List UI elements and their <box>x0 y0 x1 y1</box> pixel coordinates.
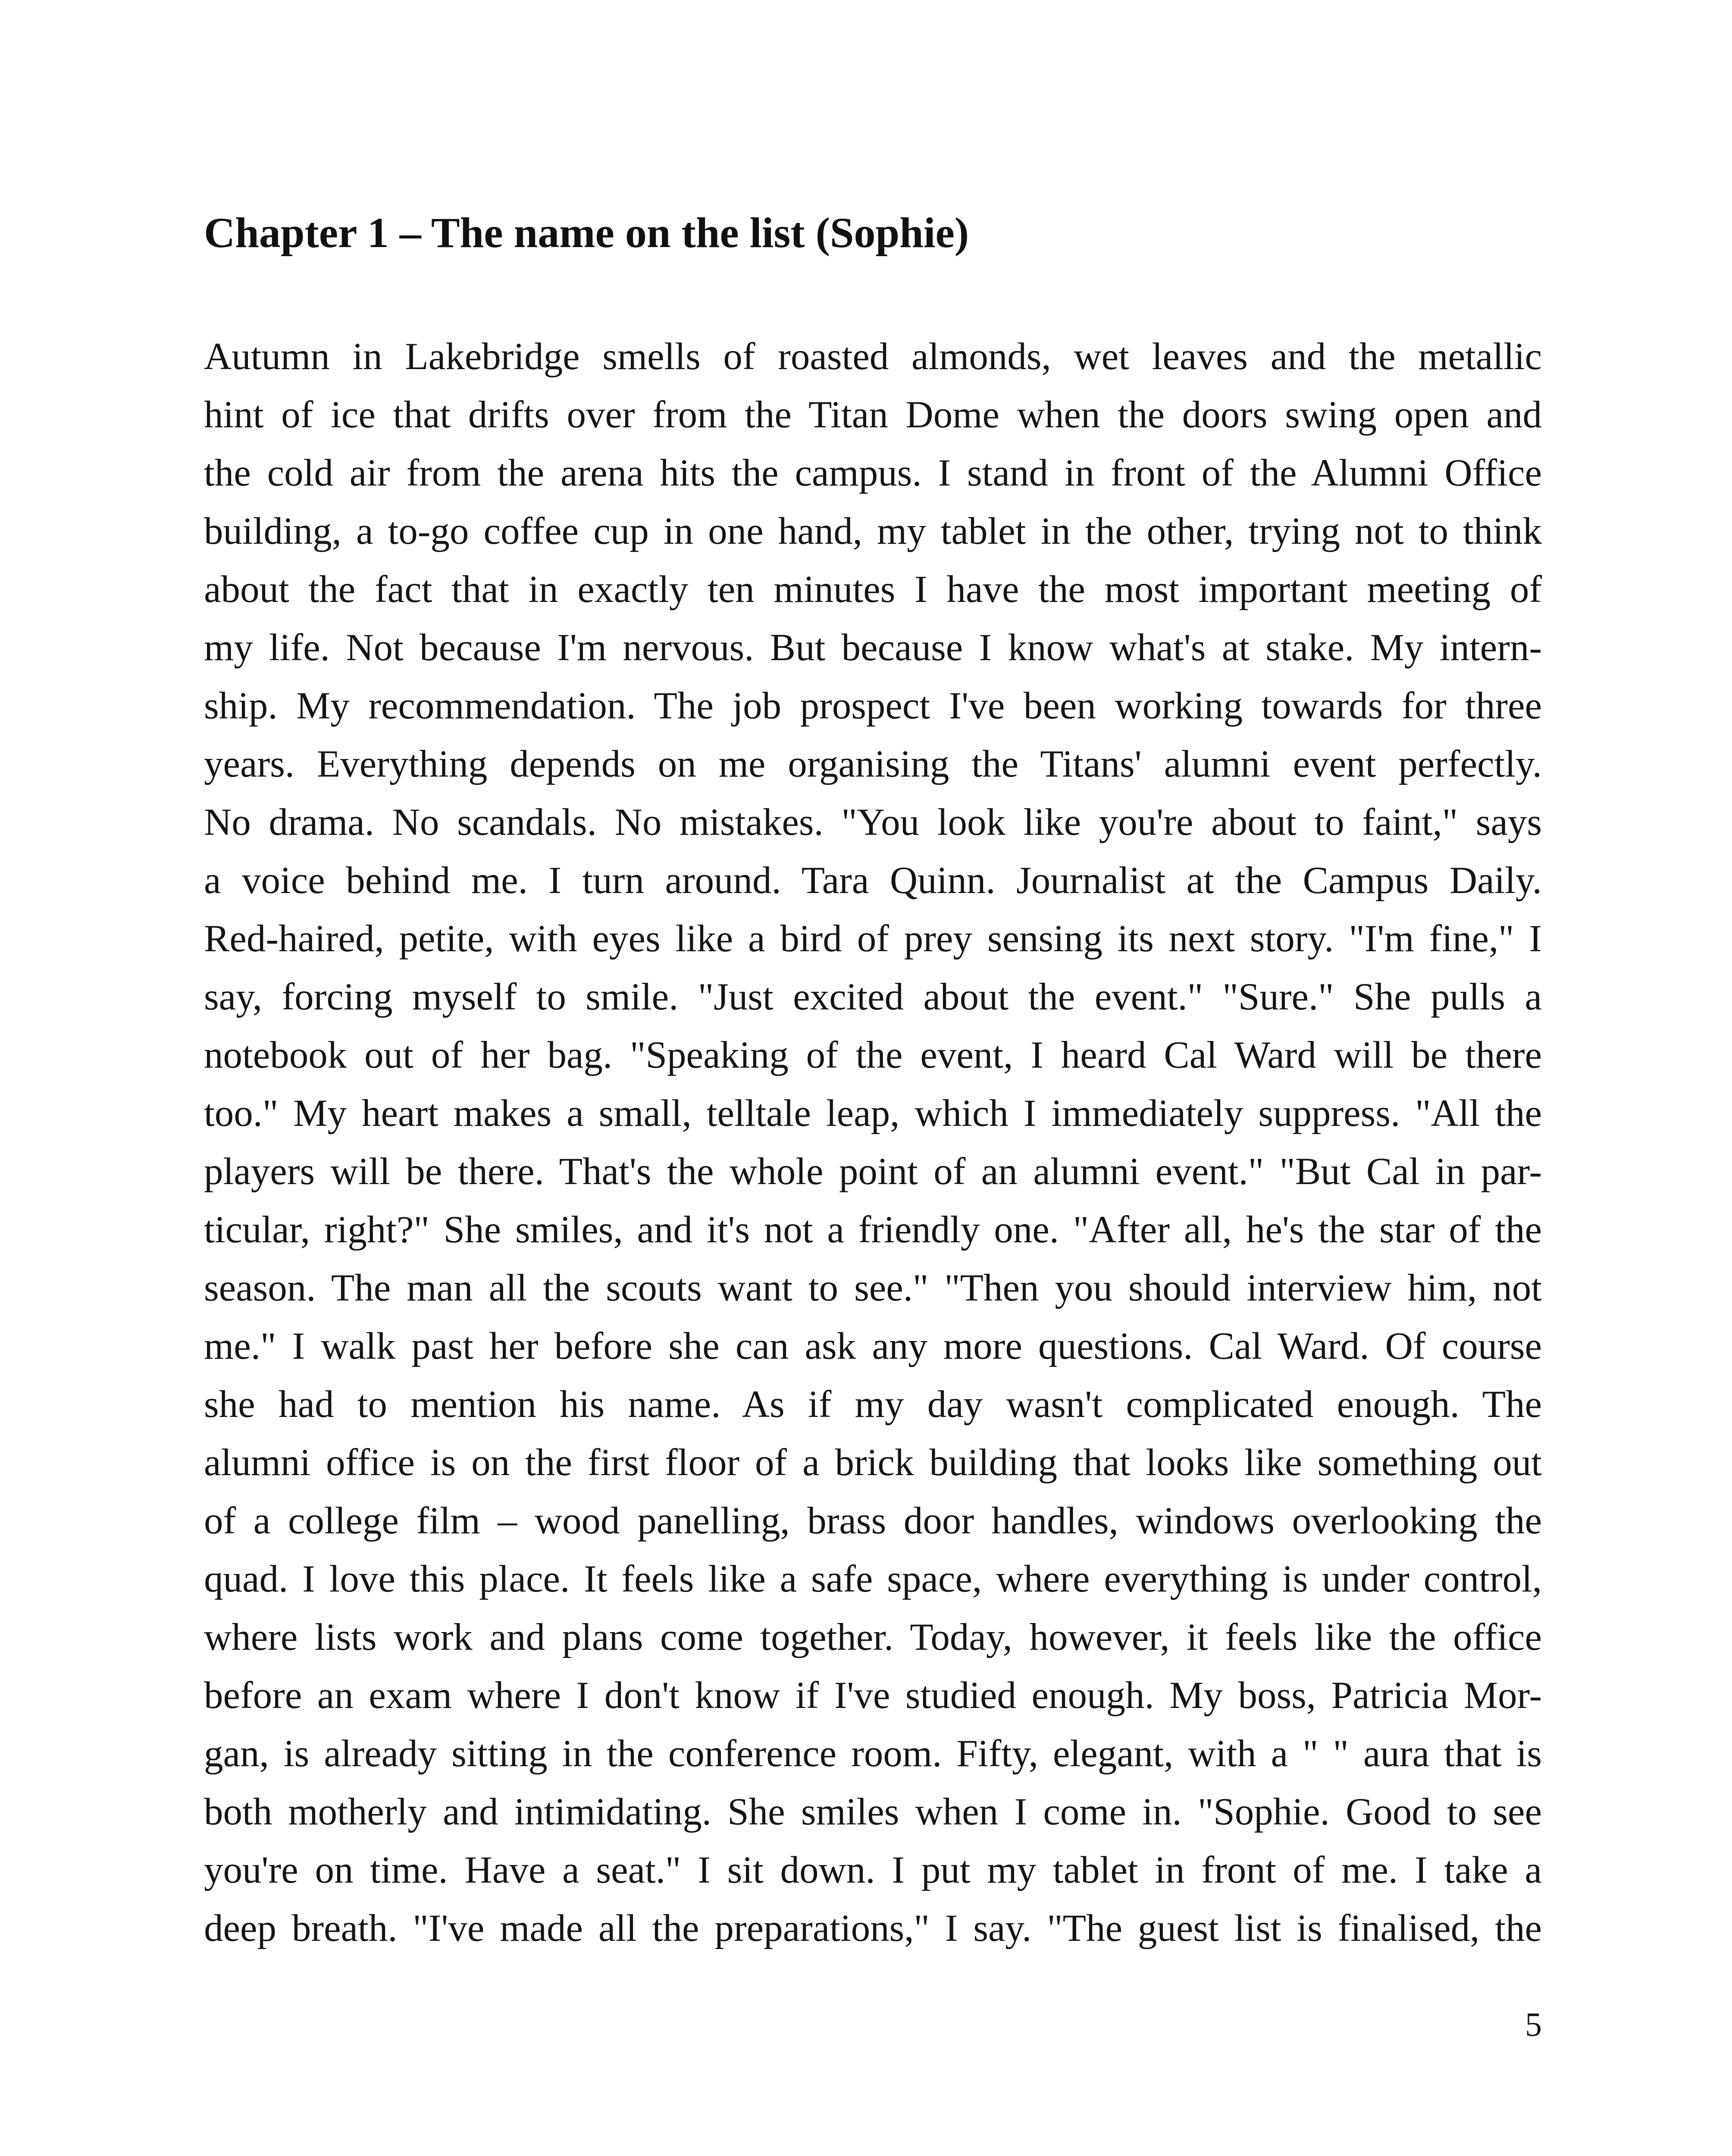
text-line: say, forcing myself to smile. "Just excited about the event." "Sure." She pulls a <box>204 976 1542 1018</box>
text-line: ticular, right?" She smiles, and it's not a friendly one. "After all, he's the star of the <box>204 1209 1542 1251</box>
chapter-title: Chapter 1 – The name on the list (Sophie) <box>204 209 969 257</box>
text-line: deep breath. "I've made all the preparations," I say. "The guest list is finalised, the <box>204 1907 1542 1949</box>
text-line: notebook out of her bag. "Speaking of the event, I heard Cal Ward will be there <box>204 1034 1542 1076</box>
text-line: Red-haired, petite, with eyes like a bird of prey sensing its next story. "I'm fine," I <box>204 918 1542 960</box>
text-line: a voice behind me. I turn around. Tara Quinn. Journalist at the Campus Daily. <box>204 859 1542 902</box>
text-line: Autumn in Lakebridge smells of roasted almonds, wet leaves and the metallic <box>204 335 1542 378</box>
text-line: gan, is already sitting in the conference room. Fifty, elegant, with a " " aura that is <box>204 1733 1542 1775</box>
text-line: season. The man all the scouts want to see." "Then you should interview him, not <box>204 1267 1542 1309</box>
text-line: players will be there. That's the whole point of an alumni event." "But Cal in par- <box>204 1150 1542 1193</box>
text-line: about the fact that in exactly ten minutes I have the most important meeting of <box>204 568 1542 611</box>
text-line: too." My heart makes a small, telltale leap, which I immediately suppress. "All the <box>204 1092 1542 1134</box>
text-line: No drama. No scandals. No mistakes. "You look like you're about to faint," says <box>204 801 1542 843</box>
text-line: my life. Not because I'm nervous. But because I know what's at stake. My intern- <box>204 627 1542 669</box>
text-line: ship. My recommendation. The job prospect I've been working towards for three <box>204 685 1542 727</box>
text-line: you're on time. Have a seat." I sit down. I put my tablet in front of me. I take a <box>204 1849 1542 1891</box>
text-line: of a college film – wood panelling, brass door handles, windows overlooking the <box>204 1500 1542 1542</box>
text-line: she had to mention his name. As if my day wasn't complicated enough. The <box>204 1383 1542 1426</box>
text-line: building, a to-go coffee cup in one hand, my tablet in the other, trying not to think <box>204 510 1542 552</box>
text-line: both motherly and intimidating. She smiles when I come in. "Sophie. Good to see <box>204 1791 1542 1833</box>
text-line: before an exam where I don't know if I've studied enough. My boss, Patricia Mor- <box>204 1674 1542 1717</box>
text-line: me." I walk past her before she can ask any more questions. Cal Ward. Of course <box>204 1325 1542 1367</box>
body-text <box>204 328 1542 1958</box>
text-line: the cold air from the arena hits the campus. I stand in front of the Alumni Office <box>204 452 1542 494</box>
text-line: years. Everything depends on me organising the Titans' alumni event perfectly. <box>204 743 1542 785</box>
page-number: 5 <box>1525 2006 1542 2043</box>
text-line: hint of ice that drifts over from the Titan Dome when the doors swing open and <box>204 394 1542 436</box>
text-line: quad. I love this place. It feels like a safe space, where everything is under control, <box>204 1558 1542 1600</box>
text-line: alumni office is on the first floor of a brick building that looks like something out <box>204 1442 1542 1484</box>
text-line: where lists work and plans come together. Today, however, it feels like the office <box>204 1616 1542 1658</box>
